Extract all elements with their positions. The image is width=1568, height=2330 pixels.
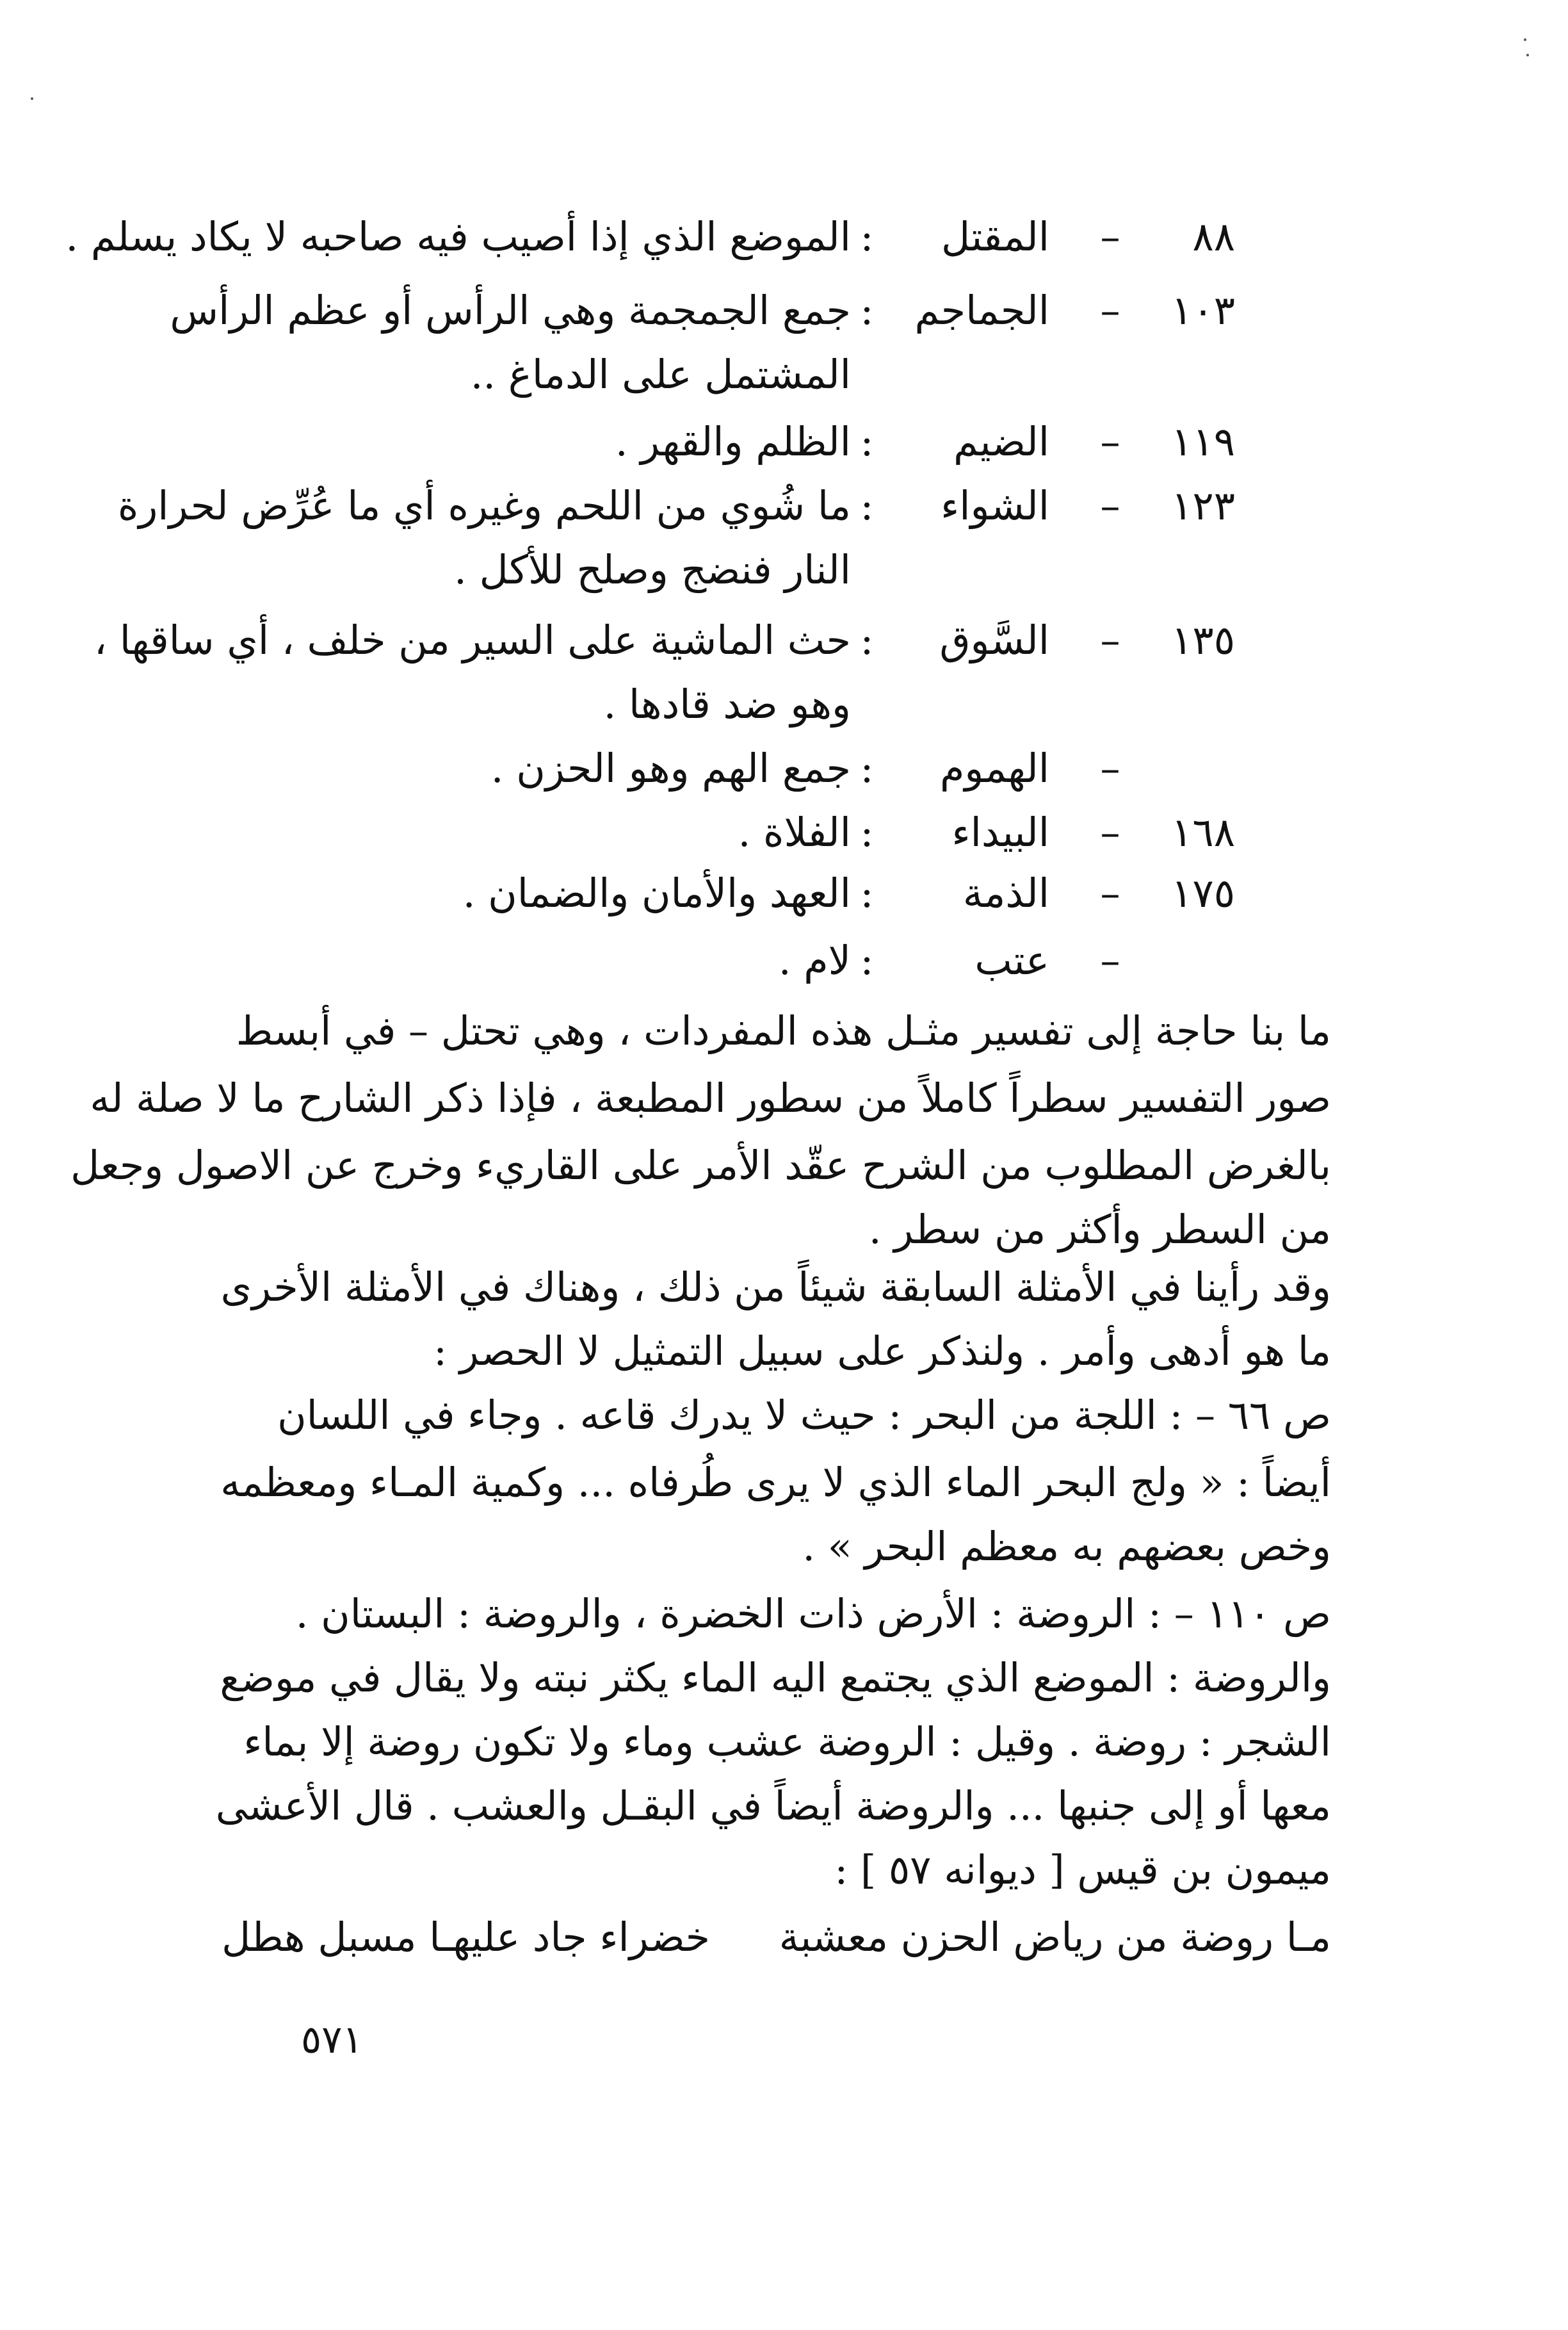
entry-colon: :: [860, 482, 874, 529]
body-line: صور التفسير سطراً كاملاً من سطور المطبعة ، فإذا ذكر الشارح ما لا صلة له: [90, 1075, 1331, 1121]
entry-definition: العهد والأمان والضمان .: [462, 870, 851, 917]
glossary-entry: [147, 410, 1235, 474]
entry-dash: –: [1100, 809, 1120, 856]
glossary-entry: [147, 801, 1235, 865]
entry-word: الجماجم: [914, 287, 1049, 334]
entry-colon: :: [860, 809, 874, 856]
entry-word: الضيم: [953, 418, 1049, 465]
scan-speck: [1524, 38, 1526, 41]
entry-dash: –: [1100, 745, 1120, 792]
body-line: معها أو إلى جنبها ... والروضة أيضاً في البقـل والعشب . قال الأعشى: [215, 1782, 1331, 1829]
entry-definition: لام .: [778, 937, 851, 984]
entry-definition: الظلم والقهر .: [615, 418, 851, 465]
glossary-entry: [147, 279, 1235, 343]
body-line: ميمون بن قيس [ ديوانه ٥٧ ] :: [834, 1846, 1331, 1893]
page-number: ٥٧١: [301, 2017, 363, 2062]
entry-number: ٨٨: [1192, 213, 1235, 260]
body-line: ص ١١٠ – : الروضة : الأرض ذات الخضرة ، والروضة : البستان .: [295, 1590, 1331, 1637]
entry-word: المقتل: [941, 213, 1049, 260]
entry-continuation: النار فنضج وصلح للأكل .: [454, 546, 851, 593]
entry-number: ١٢٣: [1171, 482, 1235, 529]
entry-colon: :: [860, 418, 874, 465]
entry-definition: الموضع الذي إذا أصيب فيه صاحبه لا يكاد يسلم .: [65, 213, 851, 260]
entry-dash: –: [1100, 617, 1120, 664]
entry-word: عتب: [974, 937, 1049, 984]
glossary-entry: [117, 474, 1235, 538]
body-line: والروضة : الموضع الذي يجتمع اليه الماء يكثر نبته ولا يقال في موضع: [220, 1654, 1331, 1701]
glossary-entry: [147, 861, 1235, 925]
entry-colon: :: [860, 617, 874, 664]
entry-number: ١٠٣: [1171, 287, 1235, 334]
entry-number: ١١٩: [1171, 418, 1235, 465]
body-line: ص ٦٦ – : اللجة من البحر : حيث لا يدرك قاعه . وجاء في اللسان: [277, 1392, 1331, 1438]
body-line: وخص بعضهم به معظم البحر » .: [802, 1523, 1331, 1570]
entry-word: الذمة: [962, 870, 1049, 917]
entry-colon: :: [860, 745, 874, 792]
verse-second-hemistich: خضراء جاد عليهـا مسبل هطل: [222, 1914, 710, 1960]
entry-definition: حث الماشية على السير من خلف ، أي ساقها ،: [93, 617, 851, 664]
entry-dash: –: [1100, 482, 1120, 529]
entry-colon: :: [860, 287, 874, 334]
body-line: أيضاً : « ولج البحر الماء الذي لا يرى طُرفاه ... وكمية المـاء ومعظمه: [220, 1459, 1331, 1506]
entry-definition: جمع الجمجمة وهي الرأس أو عظم الرأس: [170, 287, 851, 334]
entry-word: البيداء: [951, 809, 1049, 856]
entry-colon: :: [860, 870, 874, 917]
entry-continuation: المشتمل على الدماغ ..: [470, 351, 851, 398]
body-line: ما بنا حاجة إلى تفسير مثـل هذه المفردات ، وهي تحتل – في أبسط: [236, 1007, 1331, 1054]
entry-colon: :: [860, 937, 874, 984]
body-line: ما هو أدهى وأمر . ولنذكر على سبيل التمثيل لا الحصر :: [433, 1328, 1331, 1374]
scan-speck: [31, 97, 33, 100]
body-line: بالغرض المطلوب من الشرح عقّد الأمر على القاريء وخرج عن الاصول وجعل: [70, 1142, 1331, 1189]
entry-dash: –: [1100, 213, 1120, 260]
entry-number: ١٧٥: [1171, 870, 1235, 917]
verse-first-hemistich: مـا روضة من رياض الحزن معشبة: [779, 1914, 1331, 1960]
entry-dash: –: [1100, 937, 1120, 984]
glossary-entry: [93, 608, 1235, 672]
entry-number: ١٦٨: [1171, 809, 1235, 856]
entry-definition: ما شُوي من اللحم وغيره أي ما عُرِّض لحرارة: [117, 482, 851, 529]
entry-dash: –: [1100, 418, 1120, 465]
entry-dash: –: [1100, 287, 1120, 334]
entry-definition: جمع الهم وهو الحزن .: [490, 745, 851, 792]
scan-speck: [1526, 54, 1529, 56]
entry-word: السَّوق: [939, 617, 1049, 664]
entry-word: الشواء: [941, 482, 1049, 529]
body-line: الشجر : روضة . وقيل : الروضة عشب وماء ولا تكون روضة إلا بماء: [243, 1718, 1331, 1765]
entry-continuation: وهو ضد قادها .: [603, 681, 851, 728]
entry-word: الهموم: [940, 745, 1049, 792]
entry-number: ١٣٥: [1171, 617, 1235, 664]
glossary-entry: [65, 205, 1235, 269]
body-line: وقد رأينا في الأمثلة السابقة شيئاً من ذلك ، وهناك في الأمثلة الأخرى: [220, 1264, 1331, 1310]
entry-definition: الفلاة .: [738, 809, 851, 856]
glossary-entry: [147, 929, 1235, 993]
body-line: من السطر وأكثر من سطر .: [868, 1206, 1331, 1253]
entry-colon: :: [860, 213, 874, 260]
entry-dash: –: [1100, 870, 1120, 917]
glossary-entry: [147, 737, 1235, 801]
